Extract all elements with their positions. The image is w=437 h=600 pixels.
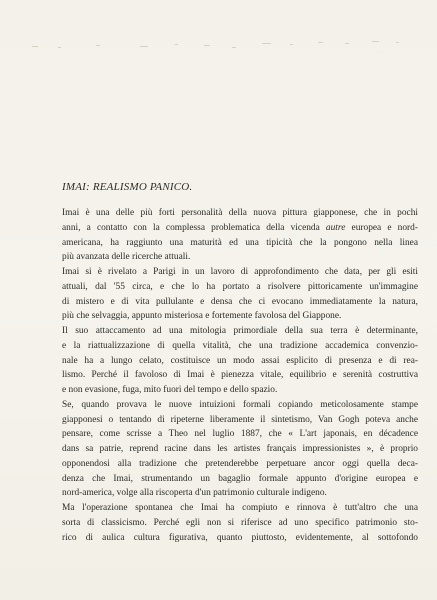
text-line [62, 221, 418, 236]
text-line: e non evasione, fuga, mito fuori del tempo e dello spazio. [62, 385, 278, 395]
text-line: Imai è una delle più forti personalità della nuova pittura giapponese, che in pochi [62, 208, 418, 218]
paragraph [62, 265, 418, 324]
text-line: più che selvaggia, appunto misteriosa e fortemente favolosa del Giappone. [62, 311, 342, 322]
text-line: dans sa patrie, reprend racine dans les artistes français impressionistes », è proprio [62, 444, 418, 454]
text-run: anni, a contatto con la complessa problematica della vicenda [62, 222, 326, 233]
paragraph [62, 206, 418, 265]
text-line: sorta di classicismo. Perché egli non si riferisce ad uno specifico patrimonio sto- [62, 517, 418, 528]
text-line: Il suo attaccamento ad una mitologia primordiale della sua terra è determinante, [62, 326, 418, 336]
text-line: lismo. Perché il favoloso di Imai è pienezza vitale, equilibrio e serenità costruttiva [62, 370, 418, 381]
italic-word: autre [325, 222, 346, 233]
text-line: opponendosi alla tradizione che pretenderebbe perpetuare ancor oggi quella deca- [62, 458, 418, 469]
text-line: denza che Imai, strumentando un bagaglio formale appunto d'origine europea e [62, 473, 418, 484]
text-line: più avanzata delle ricerche attuali. [62, 252, 191, 263]
text-line: Ma l'operazione spontanea che Imai ha compiuto e rinnova è tutt'altro che una [62, 503, 418, 513]
text-line: nale ha a lungo celato, costituisce un modo assai esplicito di presenza e di rea- [62, 355, 418, 366]
text-line: Imai si è rivelato a Parigi in un lavoro di approfondimento che data, per gli esiti [62, 267, 418, 277]
text-line: di mistero e di vita pullulante e densa che ci evocano immediatamente la natura, [62, 296, 418, 307]
article [62, 181, 418, 545]
paragraph [62, 398, 418, 501]
text-line: rico di aulica cultura figurativa, quanto piuttosto, evidentemente, al sottofondo [62, 532, 418, 543]
paper-specks [0, 0, 437, 60]
text-line: Se, quando provava le nuove intuizioni formali copiando meticolosamente stampe [62, 399, 418, 410]
text-line: nord-america, volge alla riscoperta d'un patrimonio culturale indigeno. [62, 488, 327, 499]
paragraph [62, 501, 418, 545]
text-line: e la riattualizzazione di quella vitalità, che una tradizione accademica convenzio- [62, 340, 418, 351]
paragraph [62, 324, 418, 398]
text-run: europea e nord- [345, 222, 418, 233]
text-line: attuali, dal '55 circa, e che lo ha portato a risolvere pittoricamente un'immagine [62, 281, 418, 292]
article-title: IMAI: REALISMO PANICO. [62, 181, 193, 193]
text-line: giapponesi o tentando di ripeterne liberamente il sintetismo, Van Gogh poteva anche [62, 414, 418, 425]
text-line: americana, ha raggiunto una maturità ed una tipicità che la pongono nella linea [62, 237, 418, 248]
text-line: pensare, come scrisse a Theo nel luglio 1887, che « L'art japonais, en décadence [62, 429, 418, 440]
